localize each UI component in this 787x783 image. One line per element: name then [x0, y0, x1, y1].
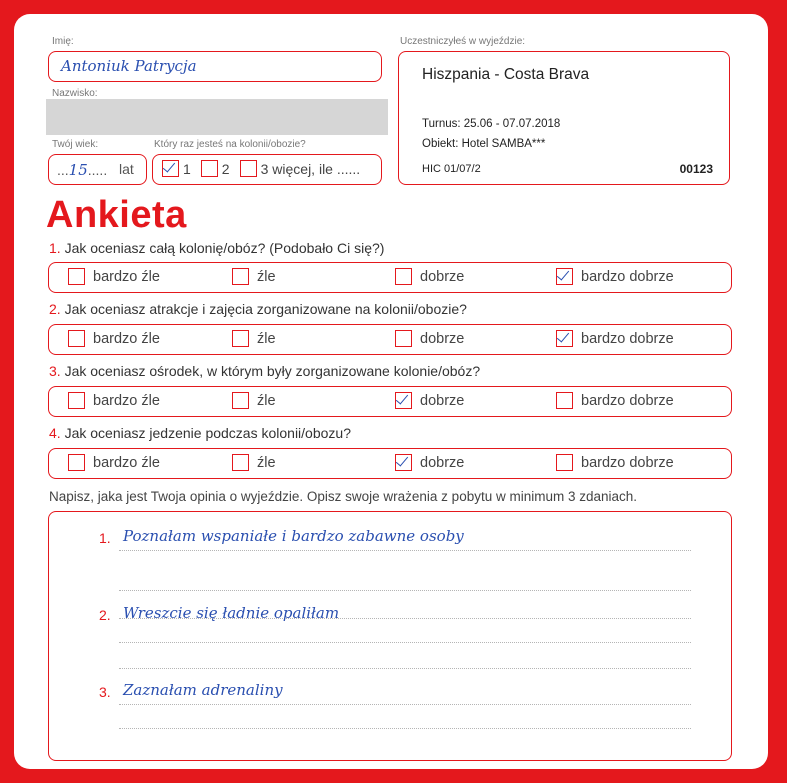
- opinion-prompt: Napisz, jaka jest Twoja opinia o wyjeździe. Opisz swoje wrażenia z pobytu w minimum 3 zdaniach.: [49, 489, 638, 504]
- q3-checkbox-bardzo-dobrze[interactable]: [556, 392, 573, 409]
- q1-option-bardzo-dobrze: bardzo dobrze: [581, 268, 674, 285]
- ktory-raz-label: Który raz jesteś na kolonii/obozie?: [154, 139, 306, 150]
- answer-3-num: 3.: [99, 684, 111, 700]
- q4-option-bardzo-zle: bardzo źle: [93, 454, 160, 471]
- q1-checkbox-bardzo-zle[interactable]: [68, 268, 85, 285]
- q3-option-zle: źle: [257, 392, 276, 409]
- ktory-raz-option-2: 2: [221, 160, 230, 177]
- survey-form: [14, 14, 768, 769]
- opinion-box[interactable]: [48, 511, 732, 761]
- ktory-raz-option-3: 3 więcej, ile ......: [260, 160, 361, 177]
- q4-checkbox-zle[interactable]: [232, 454, 249, 471]
- q3-option-bardzo-dobrze: bardzo dobrze: [581, 392, 674, 409]
- ktory-raz-checkbox-3[interactable]: [240, 160, 257, 177]
- question-4: 4. Jak oceniasz jedzenie podczas kolonii/obozu?: [49, 425, 351, 441]
- q4-option-zle: źle: [257, 454, 276, 471]
- q1-option-bardzo-zle: bardzo źle: [93, 268, 160, 285]
- imie-value: Antoniuk Patrycja: [61, 57, 197, 75]
- answer-1-text: Poznałam wspaniałe i bardzo zabawne osoby: [123, 527, 464, 545]
- question-2-options: [48, 324, 732, 355]
- q4-option-bardzo-dobrze: bardzo dobrze: [581, 454, 674, 471]
- q2-checkbox-bardzo-zle[interactable]: [68, 330, 85, 347]
- trip-number: 00123: [679, 162, 713, 176]
- imie-label: Imię:: [52, 36, 74, 47]
- q4-checkbox-bardzo-dobrze[interactable]: [556, 454, 573, 471]
- question-1-options: [48, 262, 732, 293]
- q2-option-zle: źle: [257, 330, 276, 347]
- trip-obiekt: Obiekt: Hotel SAMBA***: [422, 138, 546, 150]
- trip-turnus: Turnus: 25.06 - 07.07.2018: [422, 118, 561, 130]
- question-1: 1. Jak oceniasz całą kolonię/obóz? (Podobało Ci się?): [49, 240, 385, 256]
- q3-checkbox-dobrze[interactable]: [395, 392, 412, 409]
- wiek-value: 15: [68, 161, 88, 179]
- q4-checkbox-bardzo-zle[interactable]: [68, 454, 85, 471]
- q1-checkbox-zle[interactable]: [232, 268, 249, 285]
- answer-1-num: 1.: [99, 530, 111, 546]
- ktory-raz-checkbox-2[interactable]: [201, 160, 218, 177]
- question-3: 3. Jak oceniasz ośrodek, w którym były zorganizowane kolonie/obóz?: [49, 363, 481, 379]
- q2-option-dobrze: dobrze: [420, 330, 465, 347]
- q4-option-dobrze: dobrze: [420, 454, 465, 471]
- imie-field[interactable]: [48, 51, 382, 82]
- wiek-field[interactable]: [48, 154, 147, 185]
- trip-label: Uczestniczyłeś w wyjeździe:: [400, 36, 526, 47]
- answer-2-num: 2.: [99, 607, 111, 623]
- q2-checkbox-bardzo-dobrze[interactable]: [556, 330, 573, 347]
- nazwisko-redacted: [46, 99, 388, 135]
- wiek-label: Twój wiek:: [52, 139, 99, 150]
- answer-2-text: Wreszcie się ładnie opaliłam: [123, 604, 340, 622]
- wiek-suffix: .....: [87, 162, 108, 178]
- q1-checkbox-bardzo-dobrze[interactable]: [556, 268, 573, 285]
- question-4-options: [48, 448, 732, 479]
- q1-option-zle: źle: [257, 268, 276, 285]
- survey-title: Ankieta: [46, 194, 187, 236]
- question-2: 2. Jak oceniasz atrakcje i zajęcia zorganizowane na kolonii/obozie?: [49, 301, 467, 317]
- trip-destination: Hiszpania - Costa Brava: [422, 66, 590, 83]
- q3-checkbox-bardzo-zle[interactable]: [68, 392, 85, 409]
- ktory-raz-option-1: 1: [183, 160, 191, 177]
- q4-checkbox-dobrze[interactable]: [395, 454, 412, 471]
- q2-option-bardzo-dobrze: bardzo dobrze: [581, 330, 674, 347]
- question-3-options: [48, 386, 732, 417]
- q3-option-bardzo-zle: bardzo źle: [93, 392, 160, 409]
- q1-option-dobrze: dobrze: [420, 268, 465, 285]
- nazwisko-label: Nazwisko:: [52, 88, 98, 99]
- q2-checkbox-zle[interactable]: [232, 330, 249, 347]
- q2-checkbox-dobrze[interactable]: [395, 330, 412, 347]
- q1-checkbox-dobrze[interactable]: [395, 268, 412, 285]
- trip-info-box: [398, 51, 730, 185]
- q3-checkbox-zle[interactable]: [232, 392, 249, 409]
- wiek-unit: lat: [119, 161, 134, 177]
- q2-option-bardzo-zle: bardzo źle: [93, 330, 160, 347]
- ktory-raz-checkbox-1[interactable]: [162, 160, 179, 177]
- wiek-prefix: ...: [57, 162, 69, 178]
- ktory-raz-field: [152, 154, 382, 185]
- trip-code: HIC 01/07/2: [422, 163, 481, 175]
- answer-3-text: Zaznałam adrenaliny: [123, 681, 283, 699]
- q3-option-dobrze: dobrze: [420, 392, 465, 409]
